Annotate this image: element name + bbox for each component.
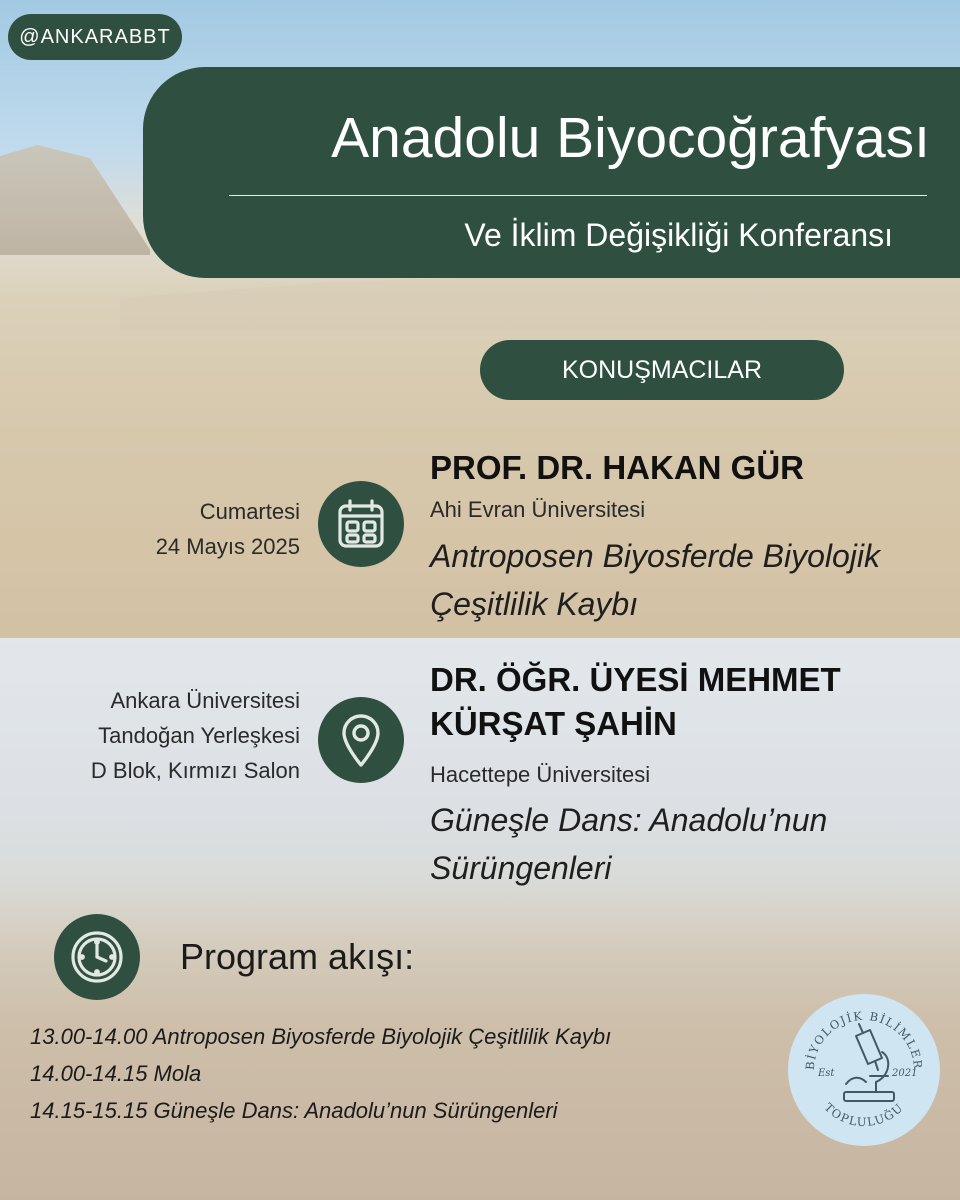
speaker-2-talk: Güneşle Dans: Anadolu’nun Sürüngenleri	[430, 802, 828, 886]
speaker-1-talk: Antroposen Biyosferde Biyolojik Çeşitlilik Kaybı	[430, 538, 881, 622]
venue-line: D Blok, Kırmızı Salon	[90, 758, 300, 783]
venue-line: Ankara Üniversitesi	[110, 688, 300, 713]
program-list	[30, 1018, 611, 1129]
program-item: 13.00-14.00 Antroposen Biyosferde Biyolojik Çeşitlilik Kaybı	[30, 1024, 612, 1049]
location-pin-icon	[318, 697, 404, 783]
logo-est: Est	[818, 1068, 835, 1079]
logo-top-text: BİYOLOJİK BİLİMLER	[802, 1008, 926, 1071]
club-logo	[786, 992, 942, 1148]
event-venue	[91, 683, 300, 788]
speaker-2-university: Hacettepe Üniversitesi	[430, 762, 651, 787]
program-title: Program akışı:	[180, 936, 415, 977]
event-date-text: 24 Mayıs 2025	[155, 534, 300, 559]
program-item: 14.15-15.15 Güneşle Dans: Anadolu’nun Sürüngenleri	[30, 1098, 558, 1123]
event-date	[156, 494, 300, 564]
venue-line: Tandoğan Yerleşkesi	[98, 723, 300, 748]
logo-bottom-text: TOPLULUĞU	[821, 1100, 907, 1130]
speaker-1-university: Ahi Evran Üniversitesi	[430, 497, 646, 522]
speaker-2-name: DR. ÖĞR. ÜYESİ MEHMET KÜRŞAT ŞAHİN	[430, 661, 841, 742]
speakers-heading: KONUŞMACILAR	[480, 340, 844, 400]
event-day: Cumartesi	[199, 499, 300, 524]
page-subtitle: Ve İklim Değişikliği Konferansı	[464, 217, 893, 253]
page-title: Anadolu Biyocoğrafyası	[331, 106, 930, 170]
clock-icon	[54, 914, 140, 1000]
program-item: 14.00-14.15 Mola	[30, 1061, 202, 1086]
speaker-1-name: PROF. DR. HAKAN GÜR	[430, 449, 805, 486]
title-panel	[143, 67, 960, 278]
calendar-icon	[318, 481, 404, 567]
logo-year: 2021	[892, 1068, 918, 1079]
social-handle-badge: @ANKARABBT	[8, 14, 182, 60]
title-divider	[229, 195, 927, 196]
